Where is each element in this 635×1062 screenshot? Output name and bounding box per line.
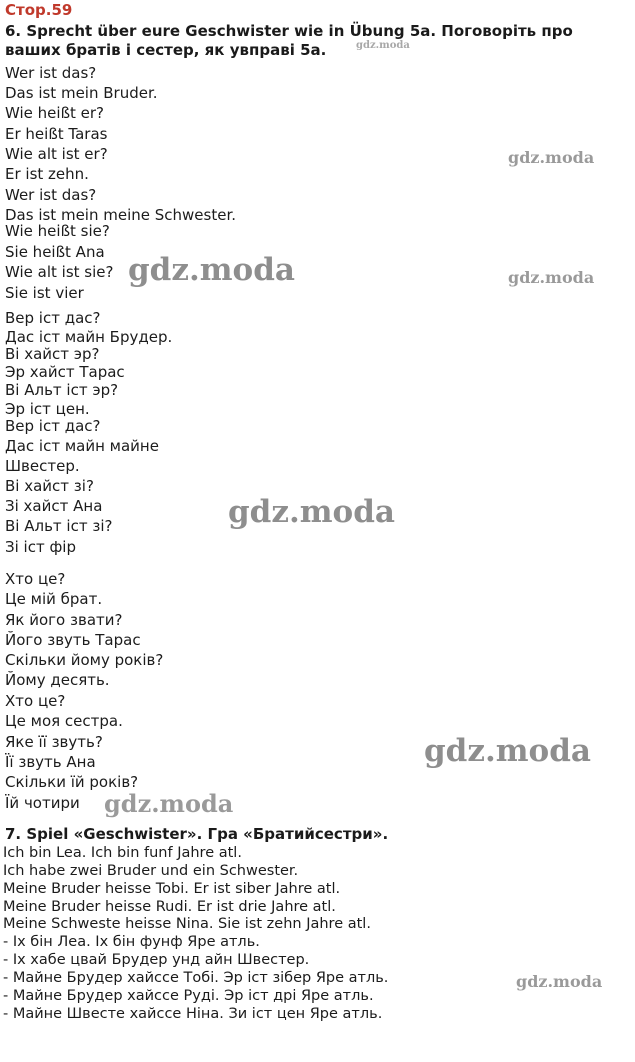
watermark: gdz.moda [424,733,591,769]
exercise7-german-line: Ich bin Lea. Ich bin funf Jahre atl. [3,845,242,861]
german-line: Das ist mein Bruder. [5,84,158,102]
ukrainian-line: Хто це? [5,692,66,710]
german-line: Wie alt ist er? [5,145,108,163]
ukrainian-line: Скільки їй років? [5,773,139,791]
exercise7-transliteration-line: - Іх бін Леа. Іх бін фунф Яре атль. [3,934,260,950]
watermark: gdz.moda [508,148,595,167]
exercise7-transliteration-line: - Майне Швесте хайссе Ніна. Зи іст цен Яре атль. [3,1006,383,1022]
ukrainian-line: Це моя сестра. [5,712,123,730]
exercise7-german-line: Meine Schweste heisse Nina. Sie ist zehn Jahre atl. [3,916,371,932]
exercise7-german-line: Ich habe zwei Bruder und ein Schwester. [3,863,299,879]
transliteration-line: Дас іст майн майне [5,437,159,455]
exercise6-heading-line2: ваших братів і сестер, як увправі 5а. [5,41,327,59]
german-line: Wer ist das? [5,64,97,82]
watermark: gdz.moda [128,252,295,288]
page-label: Стор.59 [5,1,73,19]
german-line: Sie heißt Ana [5,243,105,261]
exercise7-german-line: Meine Bruder heisse Rudi. Er ist drie Jahre atl. [3,899,336,915]
exercise7-german-line: Meine Bruder heisse Tobi. Er ist siber Jahre atl. [3,881,341,897]
german-line: Er ist zehn. [5,165,89,183]
german-line: Wie heißt er? [5,104,105,122]
exercise7-transliteration-line: - Іх хабе цвай Брудер унд айн Швестер. [3,952,310,968]
transliteration-line: Ві Альт іст эр? [5,381,119,399]
transliteration-line: Зі іст фір [5,538,76,556]
watermark: gdz.moda [356,40,410,51]
watermark: gdz.moda [228,494,395,530]
watermark: gdz.moda [508,268,595,287]
german-line: Sie ist vier [5,284,84,302]
transliteration-line: Ві Альт іст зі? [5,517,113,535]
transliteration-line: Зі хайст Ана [5,497,103,515]
transliteration-line: Вер іст дас? [5,417,101,435]
transliteration-line: Швестер. [5,457,80,475]
ukrainian-line: Його звуть Тарас [5,631,141,649]
exercise6-heading-line1: 6. Sprecht über eure Geschwister wie in Übung 5a. Поговоріть про [5,22,573,40]
ukrainian-line: Їй чотири [5,794,80,812]
ukrainian-line: Яке її звуть? [5,733,103,751]
german-line: Das ist mein meine Schwester. [5,206,237,224]
german-line: Wie alt ist sie? [5,263,114,281]
german-line: Wie heißt sie? [5,222,110,240]
ukrainian-line: Хто це? [5,570,66,588]
ukrainian-line: Скільки йому років? [5,651,164,669]
ukrainian-line: Йому десять. [5,671,110,689]
watermark: gdz.moda [104,789,234,818]
transliteration-line: Дас іст майн Брудер. [5,328,173,346]
transliteration-line: Эр іст цен. [5,400,90,418]
german-line: Er heißt Taras [5,125,108,143]
transliteration-line: Ві хайст эр? [5,345,100,363]
transliteration-line: Вер іст дас? [5,309,101,327]
ukrainian-line: Це мій брат. [5,590,103,608]
exercise7-heading: 7. Spiel «Geschwister». Гра «Братийсестри». [5,825,389,843]
transliteration-line: Ві хайст зі? [5,477,94,495]
transliteration-line: Эр хайст Тарас [5,363,125,381]
ukrainian-line: Як його звати? [5,611,123,629]
watermark: gdz.moda [516,972,603,991]
exercise7-transliteration-line: - Майне Брудер хайссе Тобі. Эр іст зібер Яре атль. [3,970,389,986]
ukrainian-line: Її звуть Ана [5,753,96,771]
german-line: Wer ist das? [5,186,97,204]
exercise7-transliteration-line: - Майне Брудер хайссе Руді. Эр іст дрі Яре атль. [3,988,374,1004]
